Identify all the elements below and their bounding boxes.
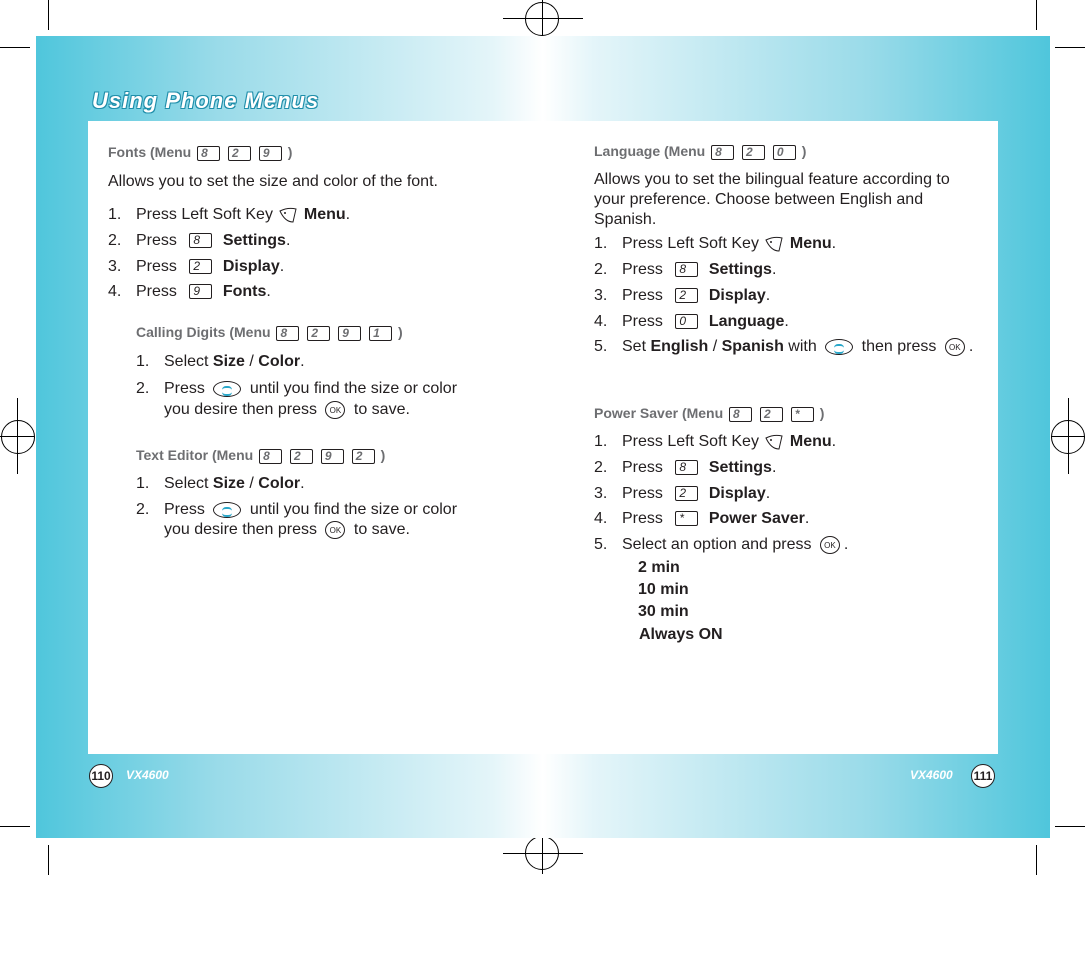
text-editor-heading: Text Editor (Menu 8 2 9 2 ) <box>136 447 386 463</box>
language-step-3: 3. Press 2 Display. <box>594 287 771 304</box>
model-name-right: VX4600 <box>910 768 953 782</box>
language-step-5: 5. Set English / Spanish with then press OK . <box>594 338 974 356</box>
calling-step-2: 2. Press until you find the size or color <box>136 380 458 397</box>
key-8-icon: 8 <box>259 449 282 464</box>
crop-mark <box>1055 47 1085 48</box>
ok-key-icon: OK <box>820 536 840 554</box>
key-star-icon: * <box>791 407 814 422</box>
crop-mark <box>48 845 49 875</box>
crop-mark <box>1036 0 1037 30</box>
navigation-key-icon <box>213 502 241 518</box>
language-heading: Language (Menu 8 2 0 ) <box>594 143 807 159</box>
option-always-on: Always ON <box>639 626 723 643</box>
key-9-icon: 9 <box>259 146 282 161</box>
key-1-icon: 1 <box>369 326 392 341</box>
left-soft-key-icon <box>279 207 297 223</box>
left-soft-key-icon <box>765 434 783 450</box>
key-star-icon: * <box>675 511 698 526</box>
key-8-icon: 8 <box>675 262 698 277</box>
key-2-icon: 2 <box>307 326 330 341</box>
power-step-2: 2. Press 8 Settings. <box>594 459 777 476</box>
model-name-left: VX4600 <box>126 768 169 782</box>
key-8-icon: 8 <box>675 460 698 475</box>
key-9-icon: 9 <box>338 326 361 341</box>
key-2-icon: 2 <box>675 288 698 303</box>
option-2-min: 2 min <box>638 559 680 576</box>
power-saver-heading: Power Saver (Menu 8 2 * ) <box>594 405 825 421</box>
power-step-3: 3. Press 2 Display. <box>594 485 771 502</box>
option-10-min: 10 min <box>638 581 689 598</box>
key-8-icon: 8 <box>729 407 752 422</box>
ok-key-icon: OK <box>325 401 345 419</box>
key-0-icon: 0 <box>773 145 796 160</box>
key-8-icon: 8 <box>197 146 220 161</box>
power-step-4: 4. Press * Power Saver. <box>594 510 810 527</box>
language-step-2: 2. Press 8 Settings. <box>594 261 777 278</box>
crop-mark <box>0 47 30 48</box>
language-step-1: 1. Press Left Soft Key Menu. <box>594 235 837 252</box>
calling-step-1: 1. Select Size / Color. <box>136 353 305 370</box>
fonts-intro: Allows you to set the size and color of the font. <box>108 173 438 190</box>
text-editor-step-1: 1. Select Size / Color. <box>136 475 305 492</box>
registration-mark <box>525 2 559 36</box>
registration-mark <box>1 420 35 454</box>
key-8-icon: 8 <box>276 326 299 341</box>
key-2-icon: 2 <box>760 407 783 422</box>
fonts-step-3: 3. Press 2 Display. <box>108 258 285 275</box>
page-number-left: 110 <box>89 764 113 788</box>
text-editor-step-2: 2. Press until you find the size or color <box>136 501 458 518</box>
navigation-key-icon <box>825 339 853 355</box>
key-0-icon: 0 <box>675 314 698 329</box>
left-soft-key-icon <box>765 236 783 252</box>
crop-mark <box>1036 845 1037 875</box>
calling-digits-heading: Calling Digits (Menu 8 2 9 1 ) <box>136 324 403 340</box>
key-2-icon: 2 <box>742 145 765 160</box>
registration-mark <box>1051 420 1085 454</box>
crop-mark <box>0 826 30 827</box>
key-8-icon: 8 <box>189 233 212 248</box>
crop-mark <box>48 0 49 30</box>
ok-key-icon: OK <box>325 521 345 539</box>
option-30-min: 30 min <box>638 603 689 620</box>
key-2-icon: 2 <box>189 259 212 274</box>
page-title: Using Phone Menus <box>92 88 320 113</box>
key-2-icon: 2 <box>675 486 698 501</box>
ok-key-icon: OK <box>945 338 965 356</box>
key-8-icon: 8 <box>711 145 734 160</box>
fonts-step-4: 4. Press 9 Fonts. <box>108 283 271 300</box>
fonts-heading: Fonts (Menu 8 2 9 ) <box>108 144 293 160</box>
calling-step-2-cont: you desire then press OK to save. <box>164 401 410 419</box>
key-9-icon: 9 <box>189 284 212 299</box>
fonts-step-1: 1. Press Left Soft Key Menu. <box>108 206 351 223</box>
power-step-1: 1. Press Left Soft Key Menu. <box>594 433 837 450</box>
key-2-icon: 2 <box>228 146 251 161</box>
key-2-icon: 2 <box>290 449 313 464</box>
power-step-5: 5. Select an option and press OK . <box>594 536 849 554</box>
key-2-icon: 2 <box>352 449 375 464</box>
fonts-step-2: 2. Press 8 Settings. <box>108 232 291 249</box>
registration-mark <box>525 836 559 870</box>
page-number-right: 111 <box>971 764 995 788</box>
language-intro: Allows you to set the bilingual feature according to your preference. Choose between English and Spanish. <box>594 171 950 228</box>
language-step-4: 4. Press 0 Language. <box>594 313 789 330</box>
crop-mark <box>1055 826 1085 827</box>
key-9-icon: 9 <box>321 449 344 464</box>
text-editor-step-2-cont: you desire then press OK to save. <box>164 521 410 539</box>
navigation-key-icon <box>213 381 241 397</box>
